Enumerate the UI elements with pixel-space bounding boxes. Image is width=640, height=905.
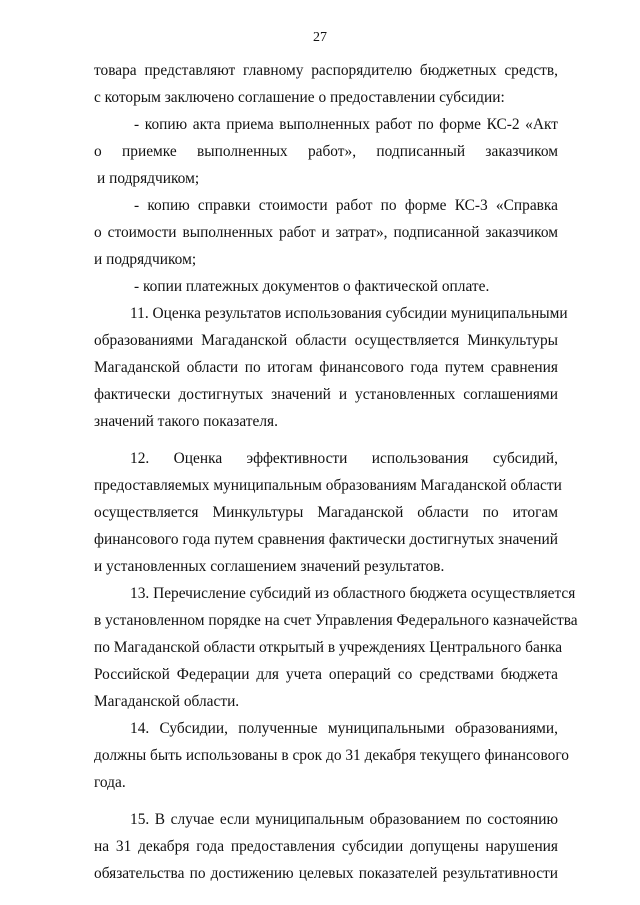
text-line: 12. Оценка эффективности использования субсидий, <box>130 450 558 467</box>
page-number: 27 <box>313 30 327 45</box>
text-line: финансового года путем сравнения фактически достигнутых значений <box>94 531 558 548</box>
text-line: года. <box>94 774 126 791</box>
text-line: о приемке выполненных работ», подписанный заказчиком <box>94 143 558 160</box>
text-line: Российской Федерации для учета операций со средствами бюджета <box>94 666 558 683</box>
text-line: 11. Оценка результатов использования субсидии муниципальными <box>130 305 568 322</box>
paragraph-spacer <box>94 796 558 806</box>
paragraph-13 <box>94 580 578 715</box>
text-line: и подрядчиком; <box>97 170 200 187</box>
text-line: 14. Субсидии, полученные муниципальными образованиями, <box>130 720 558 737</box>
text-line: товара представляют главному распорядителю бюджетных средств, <box>94 62 558 79</box>
text-line: на 31 декабря года предоставления субсидии допущены нарушения <box>94 838 558 855</box>
intro-paragraph <box>94 57 558 111</box>
paragraph-spacer <box>94 435 558 445</box>
text-line: 13. Перечисление субсидий из областного бюджета осуществляется <box>130 585 576 602</box>
text-line: Магаданской области. <box>94 693 240 710</box>
text-line: фактически достигнутых значений и установленных соглашениями <box>94 386 558 403</box>
text-line: образованиями Магаданской области осуществляется Минкультуры <box>94 332 558 349</box>
text-line: - копии платежных документов о фактической оплате. <box>134 278 490 295</box>
text-line: должны быть использованы в срок до 31 декабря текущего финансового <box>94 747 569 764</box>
text-line: - копию справки стоимости работ по форме КС-3 «Справка <box>134 197 558 214</box>
bullet-item-ks2 <box>94 111 558 192</box>
text-line: обязательства по достижению целевых показателей результативности <box>94 865 558 882</box>
paragraph-11 <box>94 300 568 435</box>
text-line: Магаданской области по итогам финансового года путем сравнения <box>94 359 558 376</box>
text-line: значений такого показателя. <box>94 413 278 430</box>
text-line: осуществляется Минкультуры Магаданской области по итогам <box>94 504 558 521</box>
bullet-item-payments <box>94 273 558 300</box>
text-line: и подрядчиком; <box>94 251 197 268</box>
bullet-item-ks3 <box>94 192 558 273</box>
paragraph-12 <box>94 445 562 580</box>
text-line: - копию акта приема выполненных работ по форме КС-2 «Акт <box>134 116 558 133</box>
paragraph-15 <box>94 806 558 887</box>
paragraph-14 <box>94 715 569 796</box>
text-line: 15. В случае если муниципальным образованием по состоянию <box>130 811 558 828</box>
text-line: по Магаданской области открытый в учреждениях Центрального банка <box>94 639 563 656</box>
text-line: и установленных соглашением значений результатов. <box>94 558 445 575</box>
text-line: в установленном порядке на счет Управления Федерального казначейства <box>94 612 578 629</box>
text-line: о стоимости выполненных работ и затрат», подписанной заказчиком <box>94 224 558 241</box>
text-line: с которым заключено соглашение о предоставлении субсидии: <box>94 89 505 106</box>
document-body <box>94 57 578 887</box>
text-line: предоставляемых муниципальным образованиям Магаданской области <box>94 477 562 494</box>
